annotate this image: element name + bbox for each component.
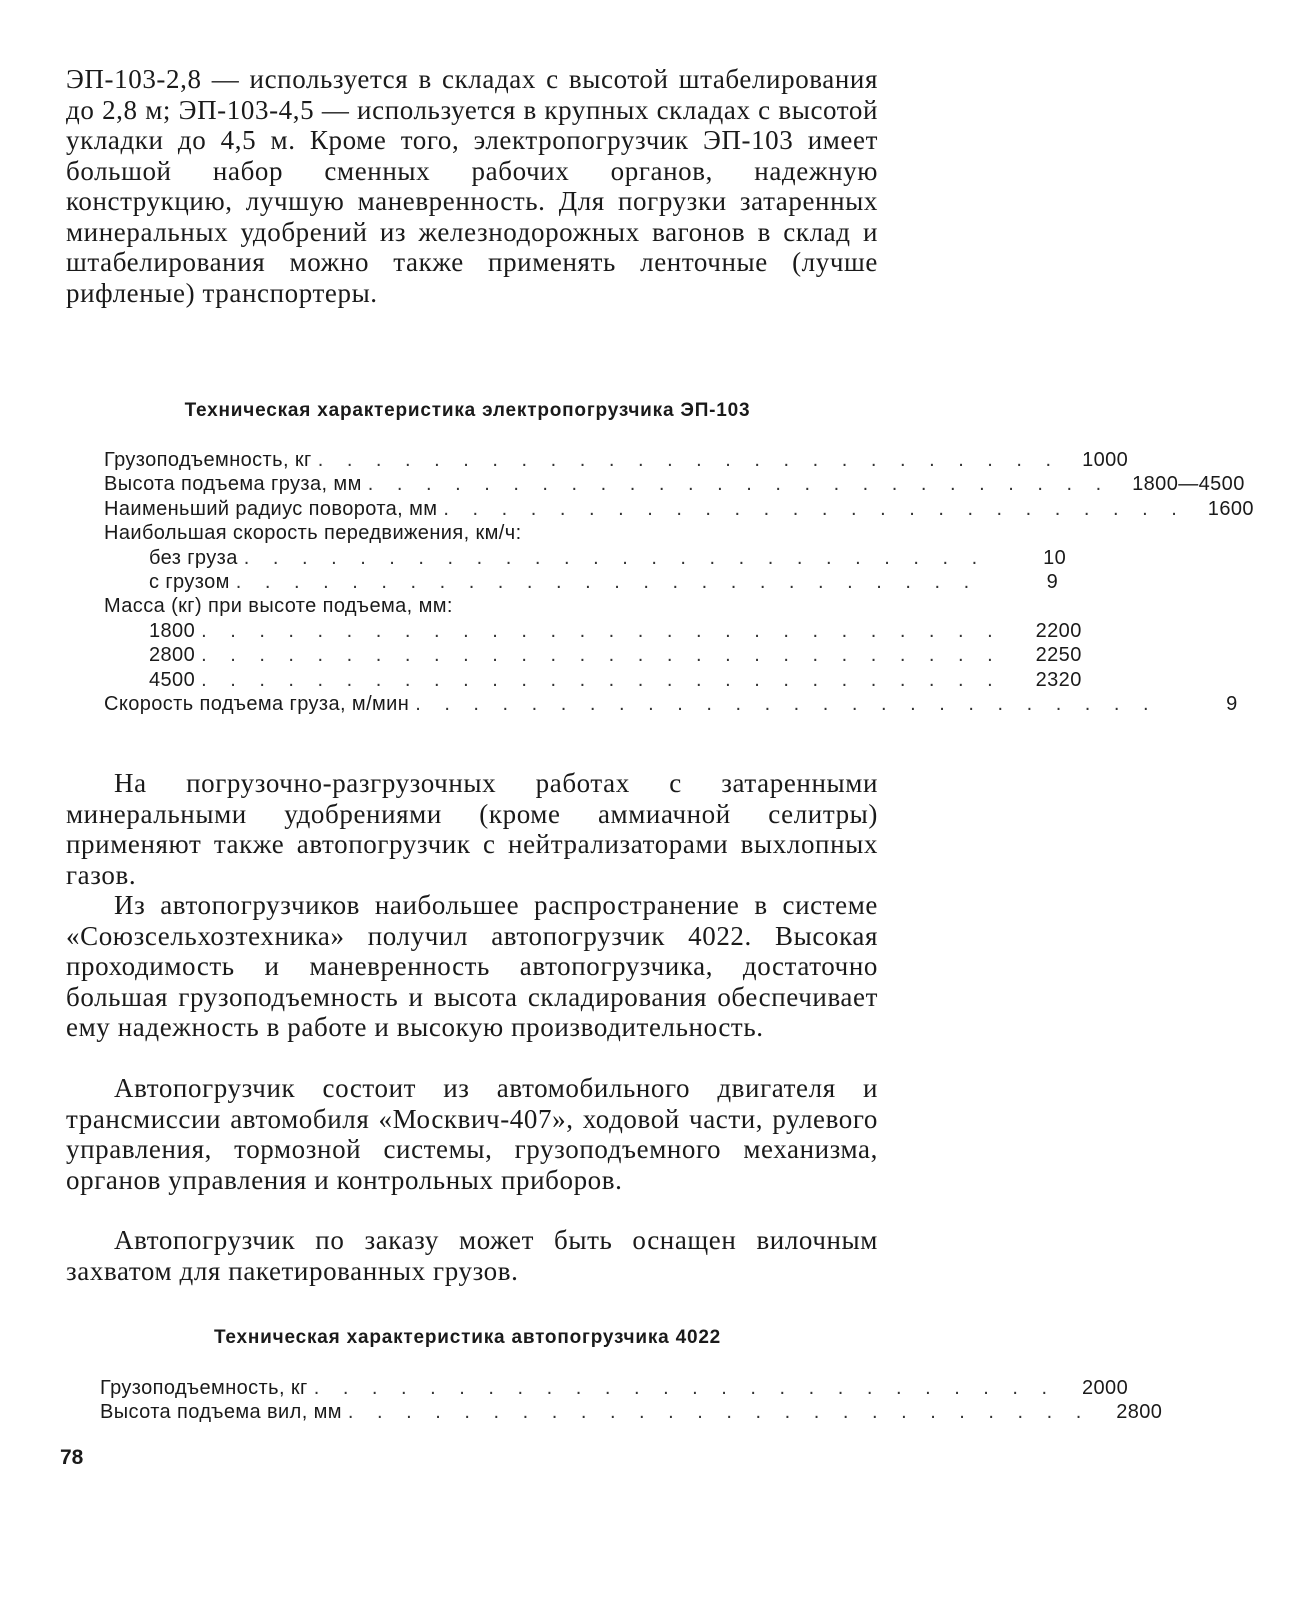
- leader-dots: . . . . . . . . . . . . . . . . . . . . . . . . . .: [443, 497, 1186, 520]
- spec-row: [104, 448, 1129, 472]
- top-paragraph: ЭП-103-2,8 — используется в складах с высотой штабелирования до 2,8 м; ЭП-103-4,5 — используется в крупных складах с высотой укладки до 4,5 м. Кроме того, электропогрузчик ЭП-103 имеет большой набор сменных рабочих органов, надежную конструкцию, лучшую маневренность. Для погрузки затаренных минеральных удобрений из железнодорожных вагонов в склад и штабелирования можно также применять ленточные (лучше рифленые) транспортеры.: [66, 64, 878, 308]
- spec-row: [104, 643, 1082, 667]
- paragraph-3: Автопогрузчик состоит из автомобильного двигателя и трансмиссии автомобиля «Москвич-407», ходовой части, рулевого управления, тормозной системы, грузоподъемного механизма, органов управления и контрольных приборов.: [66, 1073, 878, 1195]
- spec-row: [104, 472, 1245, 496]
- spec-row: [104, 619, 1082, 643]
- page-number: 78: [60, 1446, 84, 1469]
- leader-dots: . . . . . . . . . . . . . . . . . . . . . . . . . .: [235, 570, 979, 593]
- spec-value: 9: [1046, 570, 1059, 593]
- spec-value: 2320: [1035, 668, 1082, 691]
- spec-label: Грузоподъемность, кг: [100, 1377, 308, 1399]
- spec-value: 2800: [1116, 1401, 1163, 1424]
- leader-dots: . . . . . . . . . . . . . . . . . . . . . . . . . .: [415, 692, 1158, 715]
- spec-value: 10: [1043, 546, 1067, 569]
- table1-caption: Техническая характеристика электропогрузчика ЭП-103: [184, 400, 751, 421]
- paragraph-1: На погрузочно-разгрузочных работах с затаренными минеральными удобрениями (кроме аммиачной селитры) применяют также автопогрузчик с нейтрализаторами выхлопных газов.: [66, 768, 878, 890]
- spec-label: 2800: [149, 644, 196, 667]
- spec-label: Наименьший радиус поворота, мм: [104, 497, 438, 520]
- paragraph-4: Автопогрузчик по заказу может быть оснащен вилочным захватом для пакетированных грузов.: [66, 1225, 878, 1286]
- leader-dots: . . . . . . . . . . . . . . . . . . . . . . . . . . . .: [201, 644, 1002, 667]
- leader-dots: . . . . . . . . . . . . . . . . . . . . . . . . . . . .: [201, 619, 1002, 642]
- spec-label: Высота подъема вил, мм: [100, 1401, 342, 1424]
- leader-dots: . . . . . . . . . . . . . . . . . . . . . . . . . .: [347, 1401, 1091, 1424]
- spec-value: 2250: [1035, 644, 1082, 667]
- leader-dots: . . . . . . . . . . . . . . . . . . . . . . . . . . . .: [201, 668, 1002, 691]
- spec-row: [104, 497, 1254, 521]
- spec-row: [104, 546, 1067, 570]
- spec-label: Наибольшая скорость передвижения, км/ч:: [104, 522, 522, 545]
- spec-label: 4500: [149, 668, 196, 691]
- spec-row: [104, 692, 1238, 716]
- spec-row: [100, 1376, 1129, 1400]
- paragraph-2: Из автопогрузчиков наибольшее распространение в системе «Союзсельхозтехника» получил автопогрузчик 4022. Высокая проходимость и маневренность автопогрузчика, достаточно большая грузоподъемность и высота складирования обеспечивает ему надежность в работе и высокую производительность.: [66, 890, 878, 1042]
- spec-row: [100, 1400, 1163, 1424]
- spec-row: [104, 570, 1059, 594]
- leader-dots: . . . . . . . . . . . . . . . . . . . . . . . . . .: [313, 1377, 1057, 1399]
- spec-value: 1800—4500: [1132, 473, 1245, 496]
- leader-dots: . . . . . . . . . . . . . . . . . . . . . . . . . .: [243, 546, 987, 569]
- leader-dots: . . . . . . . . . . . . . . . . . . . . . . . . . .: [317, 449, 1061, 471]
- table2-caption: Техническая характеристика автопогрузчика 4022: [213, 1327, 722, 1348]
- spec-label: Высота подъема груза, мм: [104, 473, 362, 496]
- spec-value: 2200: [1035, 619, 1082, 642]
- spec-row-heading: [104, 594, 849, 618]
- spec-value: 2000: [1082, 1377, 1129, 1399]
- spec-label: Скорость подъема груза, м/мин: [104, 692, 410, 715]
- table1-spec-list: [104, 448, 1254, 716]
- table2-spec-list: [100, 1376, 1163, 1425]
- spec-label: 1800: [149, 619, 196, 642]
- spec-label: с грузом: [149, 570, 230, 593]
- spec-value: 1000: [1082, 449, 1129, 471]
- spec-row-heading: [104, 521, 849, 545]
- spec-label: Масса (кг) при высоте подъема, мм:: [104, 595, 453, 618]
- spec-label: без груза: [149, 546, 238, 569]
- spec-value: 1600: [1207, 497, 1254, 520]
- spec-row: [104, 668, 1082, 692]
- leader-dots: . . . . . . . . . . . . . . . . . . . . . . . . . .: [367, 473, 1111, 496]
- spec-value: 9: [1226, 692, 1238, 715]
- spec-label: Грузоподъемность, кг: [104, 449, 312, 471]
